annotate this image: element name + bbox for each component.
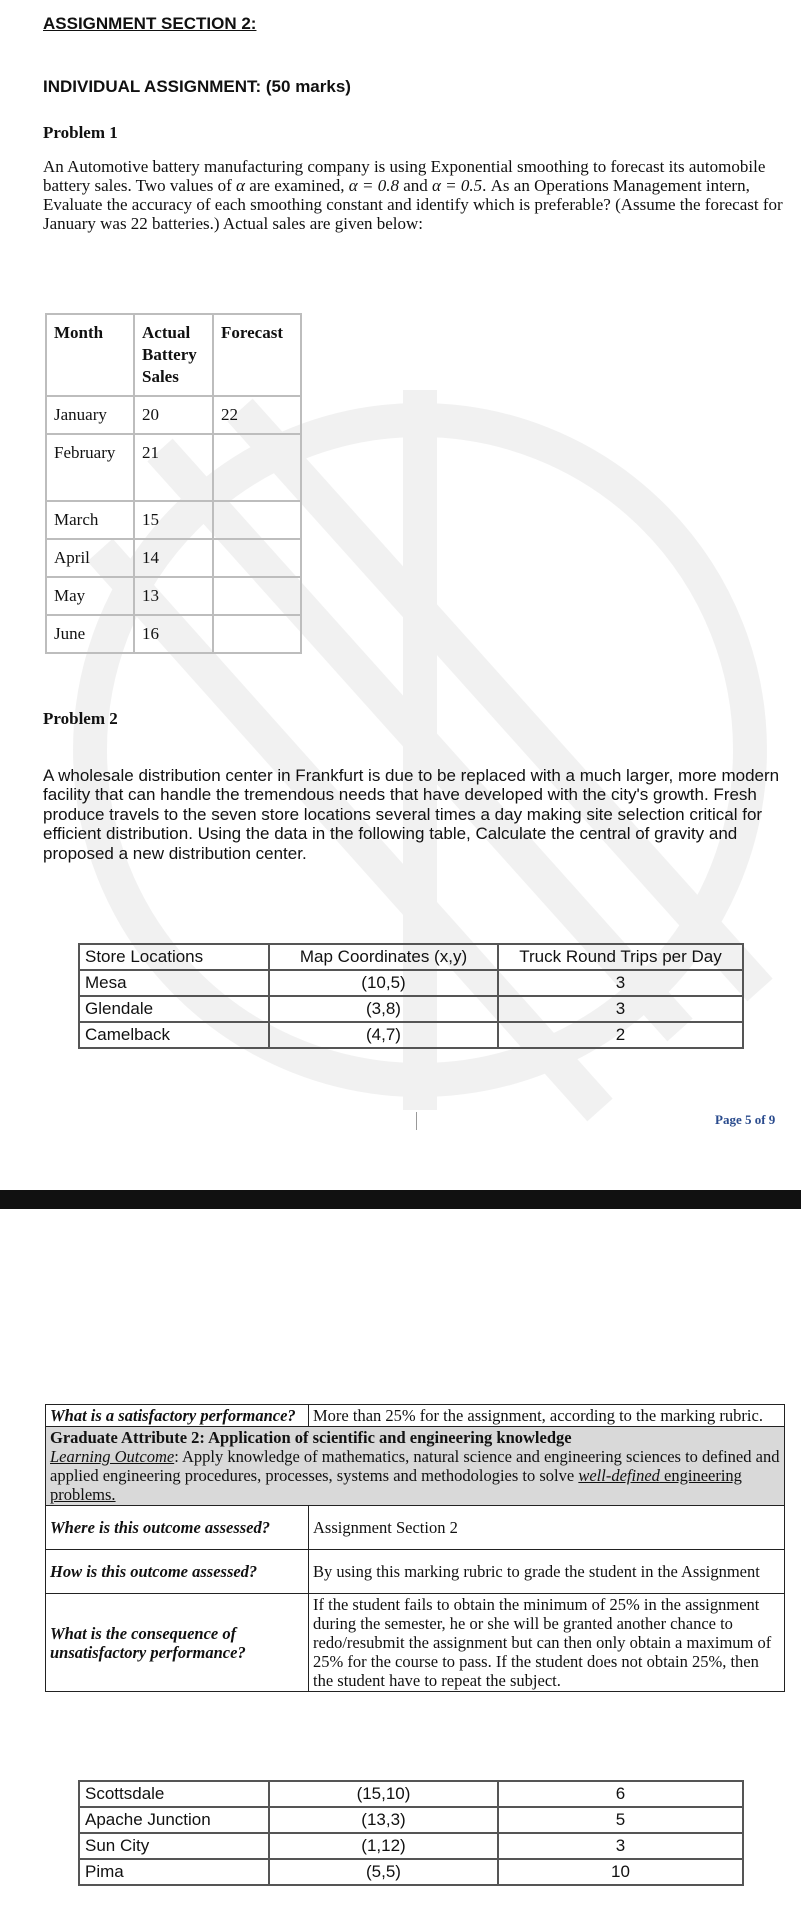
cell-trips: 3 <box>498 970 743 996</box>
learning-outcome-label: Learning Outcome <box>50 1447 175 1466</box>
cell-coordinates: (5,5) <box>269 1859 498 1885</box>
cell-sales: 15 <box>134 501 213 539</box>
table-header-row <box>46 314 301 396</box>
rubric-row <box>46 1594 785 1692</box>
rubric-row <box>46 1405 785 1427</box>
table-header-row <box>79 944 743 970</box>
cell-forecast <box>213 501 301 539</box>
table-row <box>46 501 301 539</box>
table-row <box>46 577 301 615</box>
cell-forecast <box>213 434 301 501</box>
table-row <box>79 1859 743 1885</box>
rubric-answer: More than 25% for the assignment, according to the marking rubric. <box>309 1405 785 1427</box>
cell-coordinates: (13,3) <box>269 1807 498 1833</box>
cell-trips: 2 <box>498 1022 743 1048</box>
cell-sales: 14 <box>134 539 213 577</box>
cell-store: Sun City <box>79 1833 269 1859</box>
cell-sales: 16 <box>134 615 213 653</box>
rubric-question: What is the consequence of unsatisfactory performance? <box>46 1594 309 1692</box>
table-row <box>46 434 301 501</box>
battery-sales-table <box>45 313 302 654</box>
table-row <box>79 1807 743 1833</box>
text-cursor <box>416 1112 417 1130</box>
problem1-text: An Automotive battery manufacturing company is using Exponential smoothing to forecast its automobile battery sales. Two values of α are examined, α = 0.8 and α = 0.5. As an Operations Management intern, Evaluate the accuracy of each smoothing constant and identify which is preferable? (Assume the forecast for January was 22 batteries.) Actual sales are given below: <box>43 157 783 233</box>
cell-coordinates: (3,8) <box>269 996 498 1022</box>
cell-trips: 5 <box>498 1807 743 1833</box>
cell-trips: 10 <box>498 1859 743 1885</box>
graduate-attribute <box>46 1427 785 1506</box>
cell-month: May <box>46 577 134 615</box>
table-row <box>46 396 301 434</box>
rubric-answer: Assignment Section 2 <box>309 1506 785 1550</box>
cell-store: Camelback <box>79 1022 269 1048</box>
problem2-title: Problem 2 <box>43 709 118 728</box>
header-forecast: Forecast <box>213 314 301 396</box>
store-locations-table-continued <box>78 1780 744 1886</box>
cell-store: Mesa <box>79 970 269 996</box>
rubric-row <box>46 1550 785 1594</box>
graduate-attribute-title: Graduate Attribute 2: Application of scientific and engineering knowledge <box>50 1428 572 1447</box>
header-actual-sales: Actual Battery Sales <box>134 314 213 396</box>
table-row <box>46 539 301 577</box>
cell-store: Scottsdale <box>79 1781 269 1807</box>
cell-month: June <box>46 615 134 653</box>
cell-trips: 3 <box>498 996 743 1022</box>
learning-outcome-end: engineering problems. <box>50 1466 742 1504</box>
cell-coordinates: (4,7) <box>269 1022 498 1048</box>
cell-store: Apache Junction <box>79 1807 269 1833</box>
cell-month: February <box>46 434 134 501</box>
header-coordinates: Map Coordinates (x,y) <box>269 944 498 970</box>
cell-month: March <box>46 501 134 539</box>
cell-forecast: 22 <box>213 396 301 434</box>
table-row <box>79 970 743 996</box>
cell-month: April <box>46 539 134 577</box>
learning-outcome-text: : Apply knowledge of mathematics, natural science and engineering sciences to defined and applied engineering procedures, processes, systems and methodologies to solve <box>50 1447 780 1485</box>
assignment-title: INDIVIDUAL ASSIGNMENT: (50 marks) <box>43 77 351 96</box>
cell-coordinates: (10,5) <box>269 970 498 996</box>
cell-trips: 3 <box>498 1833 743 1859</box>
header-trips: Truck Round Trips per Day <box>498 944 743 970</box>
rubric-question: Where is this outcome assessed? <box>46 1506 309 1550</box>
cell-forecast <box>213 539 301 577</box>
store-locations-table <box>78 943 744 1049</box>
rubric-row <box>46 1506 785 1550</box>
rubric-question: How is this outcome assessed? <box>46 1550 309 1594</box>
cell-month: January <box>46 396 134 434</box>
cell-forecast <box>213 615 301 653</box>
header-store: Store Locations <box>79 944 269 970</box>
cell-sales: 13 <box>134 577 213 615</box>
table-row <box>79 1781 743 1807</box>
cell-coordinates: (15,10) <box>269 1781 498 1807</box>
rubric-row <box>46 1427 785 1506</box>
rubric-question: What is a satisfactory performance? <box>46 1405 309 1427</box>
rubric-answer: If the student fails to obtain the minimum of 25% in the assignment during the semester, he or she will be granted another chance to redo/resubmit the assignment but can then only obtain a maximum of 25% for the course to pass. If the student does not obtain 25%, then the student have to repeat the subject. <box>309 1594 785 1692</box>
section-title: ASSIGNMENT SECTION 2: <box>43 14 257 33</box>
table-row <box>79 1833 743 1859</box>
cell-forecast <box>213 577 301 615</box>
problem2-text: A wholesale distribution center in Frankfurt is due to be replaced with a much larger, more modern facility that can handle the tremendous needs that have developed with the city's growth. Fresh produce travels to the seven store locations several times a day making site selection critical for efficient distribution. Using the data in the following table, Calculate the central of gravity and proposed a new distribution center. <box>43 766 780 863</box>
table-row <box>46 615 301 653</box>
cell-store: Pima <box>79 1859 269 1885</box>
cell-trips: 6 <box>498 1781 743 1807</box>
rubric-table <box>45 1404 785 1692</box>
table-row <box>79 996 743 1022</box>
cell-store: Glendale <box>79 996 269 1022</box>
rubric-answer: By using this marking rubric to grade the student in the Assignment <box>309 1550 785 1594</box>
problem1-title: Problem 1 <box>43 123 118 142</box>
page-divider <box>0 1190 801 1209</box>
cell-coordinates: (1,12) <box>269 1833 498 1859</box>
cell-sales: 21 <box>134 434 213 501</box>
learning-outcome-emphasis: well-defined <box>578 1466 660 1485</box>
page-number: Page 5 of 9 <box>715 1112 776 1127</box>
cell-sales: 20 <box>134 396 213 434</box>
table-row <box>79 1022 743 1048</box>
header-month: Month <box>46 314 134 396</box>
